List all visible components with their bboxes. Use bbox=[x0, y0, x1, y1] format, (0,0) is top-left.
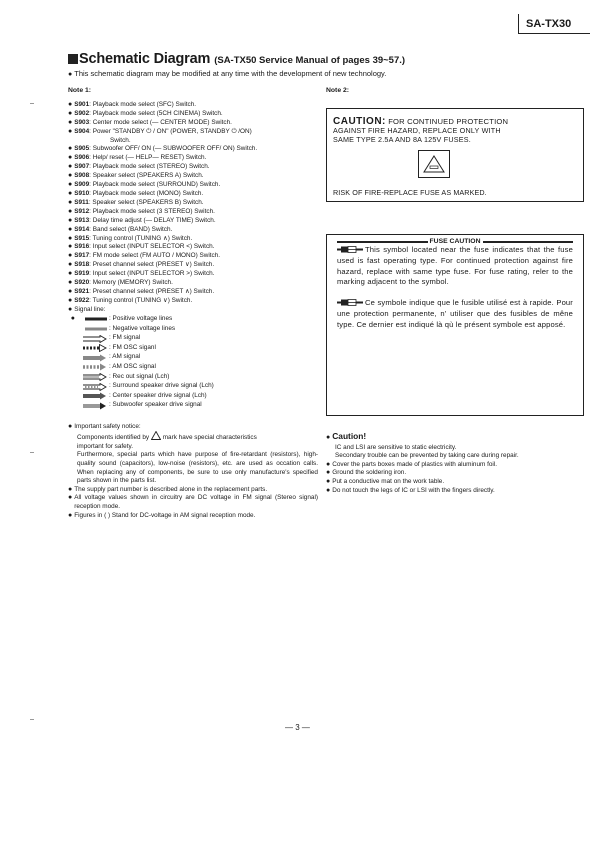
switch-code: S903 bbox=[74, 118, 90, 126]
switch-code: S911 bbox=[74, 198, 89, 206]
bullet-text: The supply part number is described alone in the replacement parts. bbox=[74, 485, 268, 493]
safety-text: mark have special characteristics bbox=[162, 434, 257, 442]
legend-row bbox=[68, 391, 318, 401]
positive-line-icon: ● bbox=[68, 315, 109, 324]
switch-item bbox=[68, 261, 318, 270]
bullet-icon: ● bbox=[68, 145, 73, 153]
switch-description: : Speaker select (SPEAKERS A) Switch. bbox=[89, 172, 204, 180]
bullet-icon: ● bbox=[68, 279, 73, 287]
legend-text: : Positive voltage lines bbox=[109, 315, 173, 322]
risk-text: RISK OF FIRE-REPLACE FUSE AS MARKED. bbox=[333, 188, 487, 197]
caution-box bbox=[326, 108, 584, 202]
safety-notice bbox=[68, 423, 318, 521]
switch-item bbox=[68, 226, 318, 235]
switch-code: S913 bbox=[74, 216, 90, 224]
safety-text: important for safety. bbox=[77, 442, 133, 450]
switch-item bbox=[68, 128, 318, 137]
safety-text: Components identified by bbox=[77, 434, 150, 442]
switch-item bbox=[68, 270, 318, 279]
switch-description: : Input select (INPUT SELECTOR <) Switch. bbox=[89, 243, 215, 251]
switch-code: S918 bbox=[74, 261, 90, 269]
signal-line-label: Signal line: bbox=[74, 305, 106, 313]
fm-signal-arrow-icon bbox=[68, 335, 109, 343]
surround-arrow-icon bbox=[68, 383, 109, 391]
bullet-icon: ● bbox=[326, 469, 331, 477]
switch-item bbox=[68, 279, 318, 288]
bullet-text: All voltage values shown in circuitry are DC voltage in FM signal (Stereo signal) reception mode. bbox=[74, 494, 318, 510]
switch-description: Switch. bbox=[110, 136, 131, 144]
legend-row bbox=[68, 401, 318, 411]
switch-description: : Help/ reset (— HELP— RESET) Switch. bbox=[89, 154, 207, 162]
caution2-text: IC and LSI are sensitive to static electricity. bbox=[335, 443, 457, 451]
fm-osc-arrow-icon bbox=[68, 344, 109, 352]
switch-description: : Speaker select (SPEAKERS B) Switch. bbox=[88, 198, 204, 206]
bullet-icon: ● bbox=[68, 118, 73, 126]
bullet-icon: ● bbox=[68, 127, 73, 135]
switch-description: : Center mode select (— CENTER MODE) Switch. bbox=[89, 118, 232, 126]
caution2-bullet bbox=[326, 487, 588, 496]
switch-description: : Preset channel select (PRESET ∨) Switch. bbox=[89, 261, 215, 269]
legend-row bbox=[68, 372, 318, 382]
switch-description: : Playback mode select (5CH CINEMA) Switch. bbox=[89, 109, 223, 117]
switch-item bbox=[68, 181, 318, 190]
am-osc-arrow-icon bbox=[68, 363, 109, 371]
bullet-icon: ● bbox=[68, 287, 73, 295]
caution-text: FOR CONTINUED PROTECTION bbox=[388, 117, 509, 126]
bullet-text: Put a conductive mat on the work table. bbox=[332, 477, 445, 485]
bullet-icon: ● bbox=[68, 100, 73, 108]
bullet-icon: ● bbox=[68, 216, 73, 224]
bullet-icon: ● bbox=[326, 477, 331, 485]
switch-item bbox=[68, 119, 318, 128]
bullet-icon: ● bbox=[68, 305, 73, 313]
bullet-text: Ground the soldering iron. bbox=[332, 469, 407, 477]
switch-code: S914 bbox=[74, 225, 90, 233]
switch-description: : Subwoofer OFF/ ON (— SUBWOOFER OFF/ ON) Switch. bbox=[89, 145, 258, 153]
bullet-icon: ● bbox=[68, 296, 73, 304]
warning-triangle-icon bbox=[423, 155, 445, 173]
bullet-icon: ● bbox=[68, 511, 73, 519]
intro-note bbox=[68, 69, 386, 78]
bullet-icon: ● bbox=[68, 181, 73, 189]
switch-item bbox=[68, 163, 318, 172]
switch-item-continued bbox=[68, 137, 318, 146]
switch-item bbox=[68, 199, 318, 208]
switch-item bbox=[68, 252, 318, 261]
safety-bullet bbox=[68, 494, 318, 511]
switch-item bbox=[68, 145, 318, 154]
bullet-text: Do not touch the legs of IC or LSI with the fingers directly. bbox=[332, 486, 495, 494]
legend-row bbox=[68, 363, 318, 373]
bullet-icon: ● bbox=[326, 486, 331, 494]
am-signal-arrow-icon bbox=[68, 354, 109, 362]
caution2-bullet bbox=[326, 469, 588, 478]
bullet-icon: ● bbox=[68, 494, 73, 502]
title-main: Schematic Diagram bbox=[79, 51, 211, 67]
bullet-icon: ● bbox=[68, 261, 73, 269]
legend-text: : FM OSC siganl bbox=[109, 343, 156, 351]
note1-heading: Note 1: bbox=[68, 87, 92, 94]
bullet-icon: ● bbox=[326, 434, 331, 441]
title-sub: (SA-TX50 Service Manual of pages 39~57.) bbox=[214, 55, 406, 66]
switch-item bbox=[68, 190, 318, 199]
subwoofer-arrow-icon bbox=[68, 402, 109, 410]
bullet-icon: ● bbox=[68, 154, 73, 162]
safety-heading: Important safety notice: bbox=[74, 422, 141, 430]
header-rule bbox=[483, 241, 574, 243]
bullet-icon: ● bbox=[68, 252, 73, 260]
switch-description: : Tuning control (TUNING ∨) Switch. bbox=[89, 296, 193, 304]
legend-row bbox=[68, 343, 318, 353]
fuse-french-text bbox=[337, 298, 573, 330]
bullet-icon: ● bbox=[68, 485, 73, 493]
safety-bullet bbox=[68, 512, 318, 521]
model-label bbox=[518, 14, 590, 34]
switch-description: : Playback mode select (3 STEREO) Switch. bbox=[89, 207, 215, 215]
switch-item bbox=[68, 297, 318, 306]
bullet-icon: ● bbox=[68, 243, 73, 251]
switch-item bbox=[68, 101, 318, 110]
legend-text: : Surround speaker drive signal (Lch) bbox=[109, 382, 214, 390]
switch-code: S901 bbox=[74, 100, 90, 108]
fast-fuse-icon bbox=[337, 246, 363, 253]
switch-description: : Tuning control (TUNING ∧) Switch. bbox=[89, 234, 193, 242]
bullet-icon: ● bbox=[326, 460, 331, 468]
switch-description: : Memory (MEMORY) Switch. bbox=[89, 279, 173, 287]
switch-item bbox=[68, 288, 318, 297]
safety-heading-row bbox=[68, 423, 318, 432]
switch-item bbox=[68, 110, 318, 119]
switch-code: S910 bbox=[74, 189, 90, 197]
switch-description: : Playback mode select (MONO) Switch. bbox=[89, 189, 204, 197]
switch-description: : Delay time adjust (— DELAY TIME) Switch. bbox=[89, 216, 216, 224]
switch-code: S916 bbox=[74, 243, 90, 251]
fire-warning-symbol bbox=[418, 150, 450, 178]
switch-description: : Preset channel select (PRESET ∧) Switch. bbox=[89, 287, 215, 295]
page-title bbox=[68, 50, 405, 68]
caution-text: SAME TYPE 2.5A AND 8A 125V FUSES. bbox=[333, 135, 471, 144]
bullet-icon: ● bbox=[68, 71, 73, 78]
safety-line bbox=[68, 431, 318, 443]
fuse-caution-box bbox=[326, 234, 584, 416]
signal-legend bbox=[68, 315, 318, 411]
fast-fuse-icon bbox=[337, 299, 363, 306]
note2-heading: Note 2: bbox=[326, 87, 350, 94]
caution2-text: Secondary trouble can be prevented by taking care during repair. bbox=[335, 452, 519, 460]
model-text: SA-TX30 bbox=[526, 18, 572, 30]
caution-word: CAUTION: bbox=[333, 116, 386, 127]
margin-mark bbox=[30, 103, 34, 104]
static-caution bbox=[326, 432, 588, 495]
fuse-caution-header bbox=[337, 238, 573, 245]
switch-description: : Playback mode select (STEREO) Switch. bbox=[89, 163, 210, 171]
margin-mark bbox=[30, 719, 34, 720]
switch-code: S921 bbox=[74, 287, 90, 295]
legend-row bbox=[68, 353, 318, 363]
legend-text: : Subwoofer speaker drive signal bbox=[109, 401, 202, 409]
switch-code: S922 bbox=[74, 296, 90, 304]
switch-code: S919 bbox=[74, 270, 90, 278]
switch-item bbox=[68, 208, 318, 217]
bullet-icon: ● bbox=[68, 234, 73, 242]
bullet-icon: ● bbox=[68, 422, 73, 430]
switch-description: : Input select (INPUT SELECTOR >) Switch. bbox=[89, 270, 215, 278]
switch-code: S915 bbox=[74, 234, 90, 242]
margin-mark bbox=[30, 452, 34, 453]
page-number: — 3 — bbox=[285, 723, 310, 732]
switch-list bbox=[68, 101, 318, 306]
note1-section bbox=[68, 87, 318, 520]
switch-code: S917 bbox=[74, 252, 90, 260]
bullet-icon: ● bbox=[68, 189, 73, 197]
caution2-title: Caution! bbox=[332, 431, 367, 441]
caution-line bbox=[333, 117, 583, 126]
switch-description: : Band select (BAND) Switch. bbox=[89, 225, 173, 233]
title-square-icon bbox=[68, 54, 78, 64]
legend-row bbox=[68, 324, 318, 334]
legend-text: : FM signal bbox=[109, 334, 141, 342]
bullet-icon: ● bbox=[68, 207, 73, 215]
switch-code: S908 bbox=[74, 172, 90, 180]
bullet-icon: ● bbox=[68, 163, 73, 171]
bullet-text: Figures in ( ) Stand for DC-voltage in AM signal reception mode. bbox=[74, 511, 256, 519]
safety-bullet bbox=[68, 486, 318, 495]
switch-description: : FM mode select (FM AUTO / MONO) Switch. bbox=[89, 252, 221, 260]
safety-paragraph: Furthermore, special parts which have purpose of fire-retardant (resistors), high-quality sound (capacitors), low-noise (resistors), etc. are used as occation calls. When replacing any of components, be sure to use only manufacture's specified parts shown in the parts list. bbox=[77, 451, 318, 485]
switch-code: S905 bbox=[74, 145, 90, 153]
bullet-icon: ● bbox=[68, 109, 73, 117]
note2-section bbox=[326, 87, 588, 495]
fuse-english-text bbox=[337, 245, 573, 288]
bullet-icon: ● bbox=[68, 225, 73, 233]
fuse-fr-text: Ce symbole indique que le fusible utilisé est à rapide. Pour une protection permanente, n' utiliser que des fusibles de mêne type. Ce dernier est indiqué là qù le présent symbole est apposé. bbox=[337, 298, 573, 329]
switch-item bbox=[68, 235, 318, 244]
bullet-text: Cover the parts boxes made of plastics with aluminum foil. bbox=[332, 460, 498, 468]
legend-text: : Center speaker drive signal (Lch) bbox=[109, 391, 207, 399]
legend-text: : AM signal bbox=[109, 353, 141, 361]
fuse-caution-title: FUSE CAUTION bbox=[429, 238, 481, 245]
legend-row bbox=[68, 382, 318, 392]
header-rule bbox=[337, 241, 428, 243]
switch-item bbox=[68, 243, 318, 252]
fuse-en-text: This symbol located near the fuse indicates that the fuse used is fast operating type. For continued protection against fire hazard, replace with same type fuse. For fuse rating, reler to the marking adjacent to the symbol. bbox=[337, 245, 573, 287]
switch-code: S902 bbox=[74, 109, 90, 117]
switch-code: S920 bbox=[74, 279, 90, 287]
switch-item bbox=[68, 154, 318, 163]
switch-item bbox=[68, 217, 318, 226]
caution2-bullet bbox=[326, 478, 588, 487]
caution-text: AGAINST FIRE HAZARD, REPLACE ONLY WITH bbox=[333, 126, 501, 135]
bullet-icon: ● bbox=[68, 198, 73, 206]
switch-item bbox=[68, 172, 318, 181]
center-arrow-icon bbox=[68, 392, 109, 400]
switch-code: S912 bbox=[74, 207, 90, 215]
legend-text: : Rec out signal (Lch) bbox=[109, 372, 170, 380]
signal-line-heading bbox=[68, 306, 318, 315]
rec-out-arrow-icon bbox=[68, 373, 109, 381]
bullet-icon: ● bbox=[68, 270, 73, 278]
switch-code: S906 bbox=[74, 154, 90, 162]
switch-code: S909 bbox=[74, 181, 90, 189]
legend-text: : Negative voltage lines bbox=[109, 324, 176, 332]
legend-row bbox=[68, 334, 318, 344]
legend-row bbox=[68, 315, 318, 325]
switch-description: : Playback mode select (SFC) Switch. bbox=[89, 100, 197, 108]
caution2-heading bbox=[326, 432, 588, 443]
legend-text: : AM OSC signal bbox=[109, 362, 156, 370]
switch-description: : Power "STANDBY ⏻ / ON" (POWER, STANDBY ⏻ /ON) bbox=[89, 127, 252, 135]
bullet-icon: ● bbox=[68, 172, 73, 180]
switch-code: S904 bbox=[74, 127, 90, 135]
warning-triangle-icon bbox=[151, 431, 161, 440]
switch-code: S907 bbox=[74, 163, 90, 171]
negative-line-icon bbox=[68, 327, 109, 331]
caution2-bullet bbox=[326, 461, 588, 470]
intro-text: This schematic diagram may be modified at any time with the development of new technology. bbox=[74, 69, 387, 78]
switch-description: : Playback mode select (SURROUND) Switch. bbox=[89, 181, 221, 189]
